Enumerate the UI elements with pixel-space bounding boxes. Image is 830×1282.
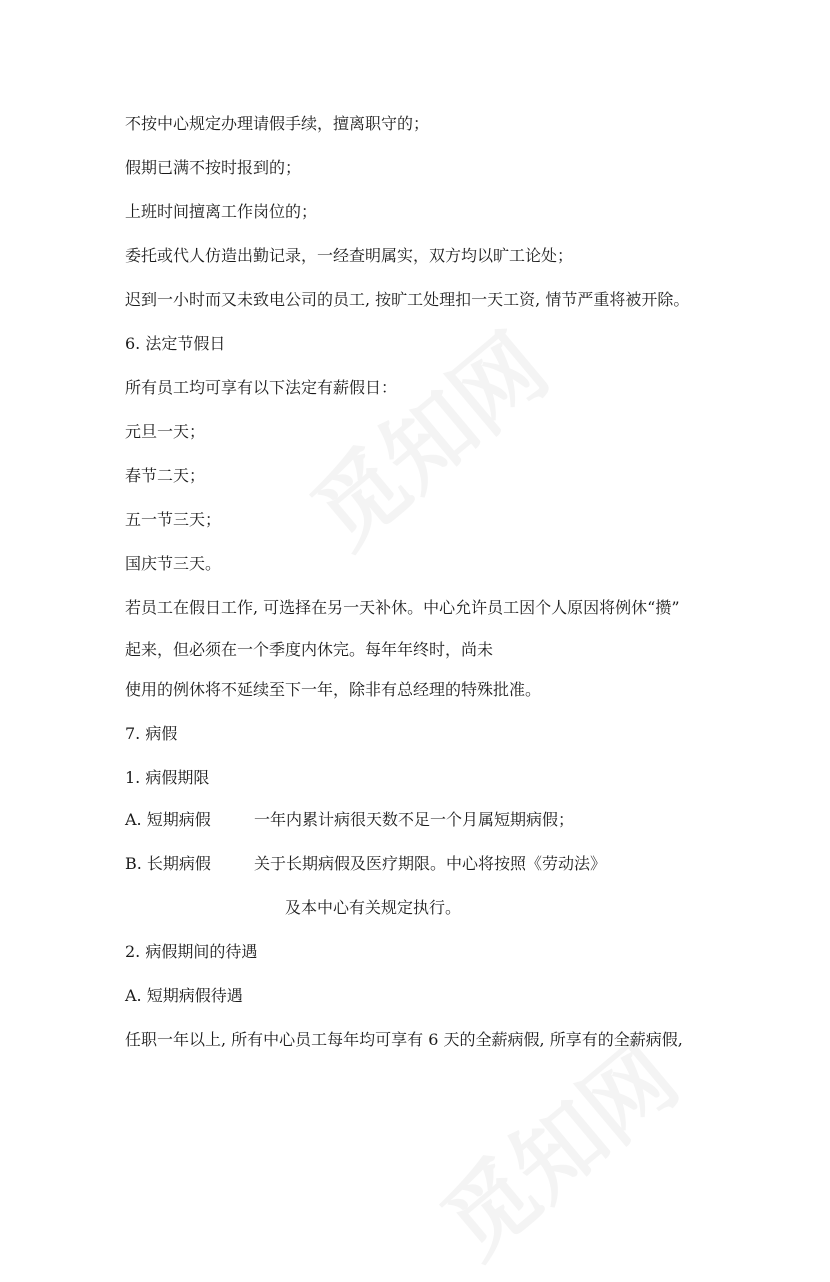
watermark [280, 298, 570, 571]
paragraph-line: 使用的例休将不延续至下一年，除非有总经理的特殊批准。 [125, 680, 542, 699]
list-item: 元旦一天； [125, 422, 206, 441]
item-b-text: 关于长期病假及医疗期限。中心将按照《劳动法》 [254, 854, 607, 873]
subsection-heading: 2. 病假期间的待遇 [125, 942, 258, 961]
sick-leave-item-a [125, 810, 574, 830]
paragraph-line: 迟到一小时而又未致电公司的员工, 按旷工处理扣一天工资, 情节严重将被开除。 [125, 290, 690, 309]
paragraph-line: 上班时间擅离工作岗位的； [125, 202, 318, 221]
subsection-heading: 1. 病假期限 [125, 768, 210, 787]
paragraph-line: 不按中心规定办理请假手续，擅离职守的； [125, 114, 430, 133]
list-item: 国庆节三天。 [125, 554, 222, 573]
paragraph-line: 所有员工均可享有以下法定有薪假日： [125, 378, 398, 397]
item-a-label: A. 短期病假 [125, 810, 211, 829]
paragraph-line: 若员工在假日工作, 可选择在另一天补休。中心允许员工因个人原因将例休“攒” [125, 598, 680, 617]
list-item: 五一节三天； [125, 510, 222, 529]
paragraph-line: 起来，但必须在一个季度内休完。每年年终时，尚未 [125, 640, 494, 659]
list-item: 春节二天； [125, 466, 206, 485]
item-b-continuation: 及本中心有关规定执行。 [285, 898, 462, 917]
sick-leave-item-b [125, 854, 606, 874]
item-a-text: 一年内累计病很天数不足一个月属短期病假； [254, 810, 575, 829]
paragraph-line: 委托或代人仿造出勤记录，一经查明属实，双方均以旷工论处； [125, 246, 574, 265]
paragraph-line: 任职一年以上, 所有中心员工每年均可享有 6 天的全薪病假, 所享有的全薪病假, [125, 1030, 683, 1049]
section-heading: 6. 法定节假日 [125, 334, 226, 353]
item-b-label: B. 长期病假 [125, 854, 211, 873]
section-heading: 7. 病假 [125, 724, 178, 743]
subsection-heading: A. 短期病假待遇 [125, 986, 243, 1005]
paragraph-line: 假期已满不按时报到的； [125, 158, 302, 177]
